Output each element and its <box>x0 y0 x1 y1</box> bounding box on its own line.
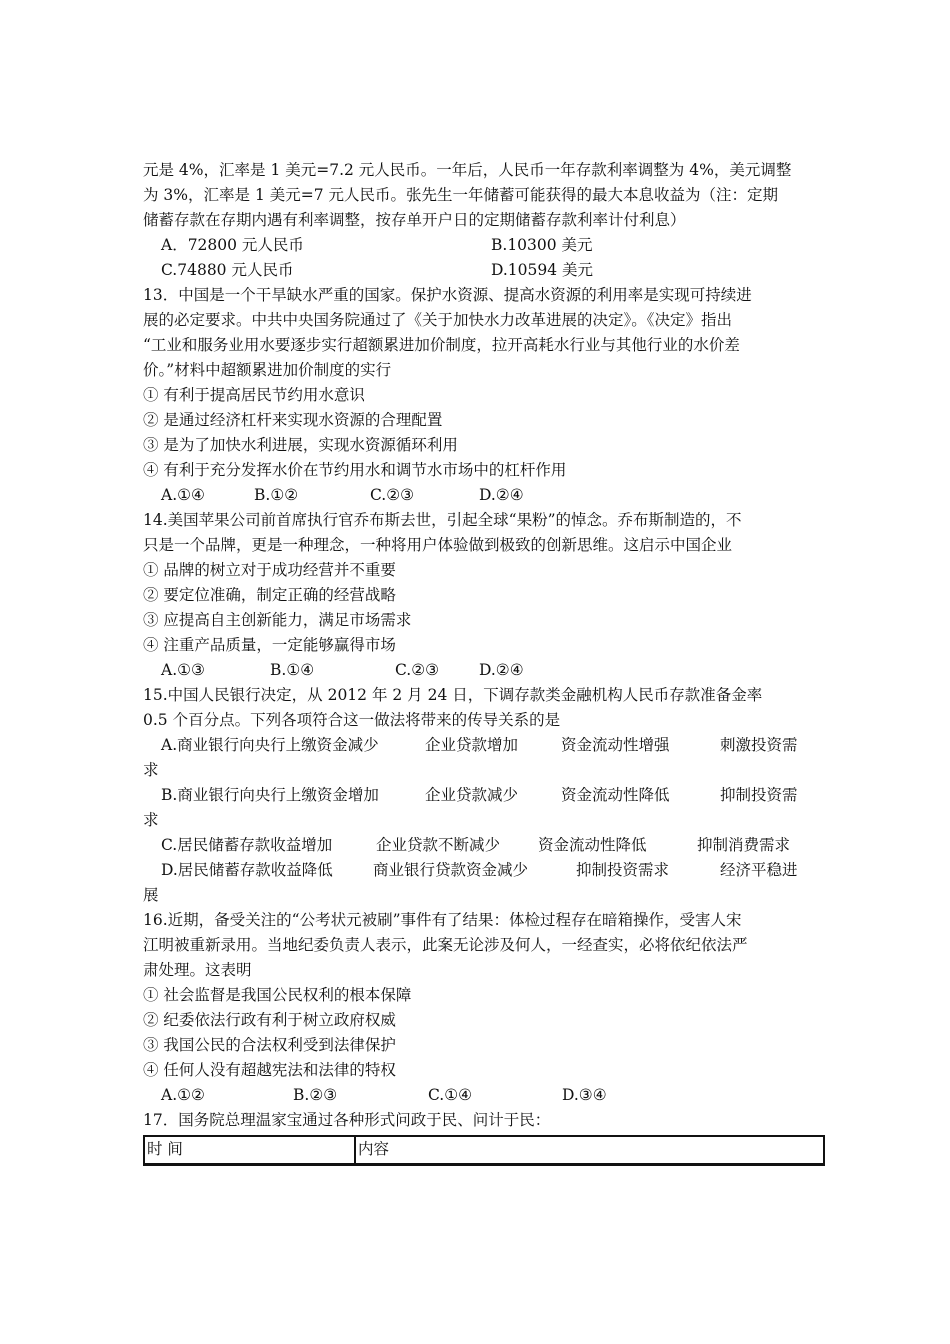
q15-option-d-col-2: 商业银行贷款资金减少 <box>373 861 529 879</box>
exam-page <box>143 158 823 1166</box>
q15-option-c-col-2: 企业贷款不断减少 <box>376 836 501 854</box>
q16-option-d: D.③④ <box>562 1086 607 1104</box>
table-header-content: 内容 <box>358 1140 390 1158</box>
q13-line-2: 展的必定要求。中共中央国务院通过了《关于加快水力改革进展的决定》。《决定》指出 <box>143 311 733 329</box>
q12-options-row-2 <box>143 258 823 283</box>
q12-options-row-1 <box>143 233 823 258</box>
q15-option-a-col-4: 刺激投资需 <box>720 736 798 754</box>
q13-option-a: A.①④ <box>161 486 205 504</box>
q15-option-d-wrap: 展 <box>143 886 159 904</box>
q15-option-b-wrap: 求 <box>143 811 159 829</box>
q15-option-b-col-3: 资金流动性降低 <box>561 786 670 804</box>
q16-options <box>143 1083 823 1108</box>
q15-option-c-col-1: C.居民储蓄存款收益增加 <box>161 836 333 854</box>
q13-option-d: D.②④ <box>479 486 524 504</box>
q17-table-header <box>143 1135 825 1166</box>
q15-option-d-col-4: 经济平稳进 <box>720 861 798 879</box>
q16-line-1: 16.近期，备受关注的“公考状元被刷”事件有了结果：体检过程存在暗箱操作，受害人宋 <box>143 911 742 929</box>
q13-item-4: ④ 有利于充分发挥水价在节约用水和调节水市场中的杠杆作用 <box>143 461 567 479</box>
q15-option-d-row <box>143 858 823 883</box>
q16-line-2: 江明被重新录用。当地纪委负责人表示，此案无论涉及何人，一经查实，必将依纪依法严 <box>143 936 748 954</box>
q13-option-b: B.①② <box>254 486 299 504</box>
q15-option-b-col-4: 抑制投资需 <box>720 786 798 804</box>
q15-line-2: 0.5 个百分点。下列各项符合这一做法将带来的传导关系的是 <box>143 711 561 729</box>
q15-option-a-wrap: 求 <box>143 761 159 779</box>
q15-option-d-col-1: D.居民储蓄存款收益降低 <box>161 861 333 879</box>
q15-option-b-col-1: B.商业银行向央行上缴资金增加 <box>161 786 379 804</box>
q12-option-b: B.10300 美元 <box>491 236 593 254</box>
q14-line-1: 14.美国苹果公司前首席执行官乔布斯去世，引起全球“果粉”的悼念。乔布斯制造的，不 <box>143 511 742 529</box>
q12-option-a: A．72800 元人民币 <box>161 236 304 254</box>
q16-item-4: ④ 任何人没有超越宪法和法律的特权 <box>143 1061 396 1079</box>
q14-option-a: A.①③ <box>161 661 205 679</box>
q12-option-c: C.74880 元人民币 <box>161 261 294 279</box>
q12-line-2: 为 3%，汇率是 1 美元=7 元人民币。张先生一年储蓄可能获得的最大本息收益为（注：定期 <box>143 186 779 204</box>
q13-item-1: ① 有利于提高居民节约用水意识 <box>143 386 365 404</box>
q15-option-b-col-2: 企业贷款减少 <box>425 786 519 804</box>
q15-option-a-col-3: 资金流动性增强 <box>561 736 670 754</box>
table-header-time: 时 间 <box>145 1137 356 1163</box>
q14-option-c: C.②③ <box>395 661 440 679</box>
q13-item-3: ③ 是为了加快水利进展，实现水资源循环利用 <box>143 436 458 454</box>
q16-option-a: A.①② <box>161 1086 205 1104</box>
q13-line-4: 价。”材料中超额累进加价制度的实行 <box>143 361 392 379</box>
q16-line-3: 肃处理。这表明 <box>143 961 252 979</box>
q15-option-a-col-1: A.商业银行向央行上缴资金减少 <box>161 736 379 754</box>
q12-option-d: D.10594 美元 <box>491 261 594 279</box>
q13-item-2: ② 是通过经济杠杆来实现水资源的合理配置 <box>143 411 443 429</box>
q16-item-2: ② 纪委依法行政有利于树立政府权威 <box>143 1011 396 1029</box>
q14-item-4: ④ 注重产品质量，一定能够赢得市场 <box>143 636 396 654</box>
q13-line-1: 13．中国是一个干旱缺水严重的国家。保护水资源、提高水资源的利用率是实现可持续进 <box>143 286 752 304</box>
q16-option-c: C.①④ <box>428 1086 473 1104</box>
q14-item-1: ① 品牌的树立对于成功经营并不重要 <box>143 561 396 579</box>
q15-option-a-col-2: 企业贷款增加 <box>425 736 519 754</box>
q12-line-1: 元是 4%，汇率是 1 美元=7.2 元人民币。一年后，人民币一年存款利率调整为 4%，美元调整 <box>143 161 792 179</box>
q16-item-1: ① 社会监督是我国公民权利的根本保障 <box>143 986 412 1004</box>
q14-line-2: 只是一个品牌，更是一种理念，一种将用户体验做到极致的创新思维。这启示中国企业 <box>143 536 733 554</box>
q16-item-3: ③ 我国公民的合法权利受到法律保护 <box>143 1036 396 1054</box>
q12-line-3: 储蓄存款在存期内遇有利率调整，按存单开户日的定期储蓄存款利率计付利息） <box>143 211 686 229</box>
q15-option-b-row <box>143 783 823 808</box>
q15-option-c-col-4: 抑制消费需求 <box>697 836 791 854</box>
q14-option-b: B.①④ <box>270 661 315 679</box>
q15-option-c-col-3: 资金流动性降低 <box>538 836 647 854</box>
q16-option-b: B.②③ <box>293 1086 338 1104</box>
q14-options <box>143 658 823 683</box>
q13-option-c: C.②③ <box>370 486 415 504</box>
q15-option-a-row <box>143 733 823 758</box>
q14-item-2: ② 要定位准确，制定正确的经营战略 <box>143 586 396 604</box>
q15-option-c-row <box>143 833 823 858</box>
q14-item-3: ③ 应提高自主创新能力，满足市场需求 <box>143 611 412 629</box>
q15-line-1: 15.中国人民银行决定，从 2012 年 2 月 24 日，下调存款类金融机构人民币存款准备金率 <box>143 686 763 704</box>
q13-options <box>143 483 823 508</box>
q13-line-3: “工业和服务业用水要逐步实行超额累进加价制度，拉开高耗水行业与其他行业的水价差 <box>143 336 740 354</box>
q15-option-d-col-3: 抑制投资需求 <box>576 861 670 879</box>
q17-line: 17．国务院总理温家宝通过各种形式问政于民、问计于民： <box>143 1111 551 1129</box>
q14-option-d: D.②④ <box>479 661 524 679</box>
